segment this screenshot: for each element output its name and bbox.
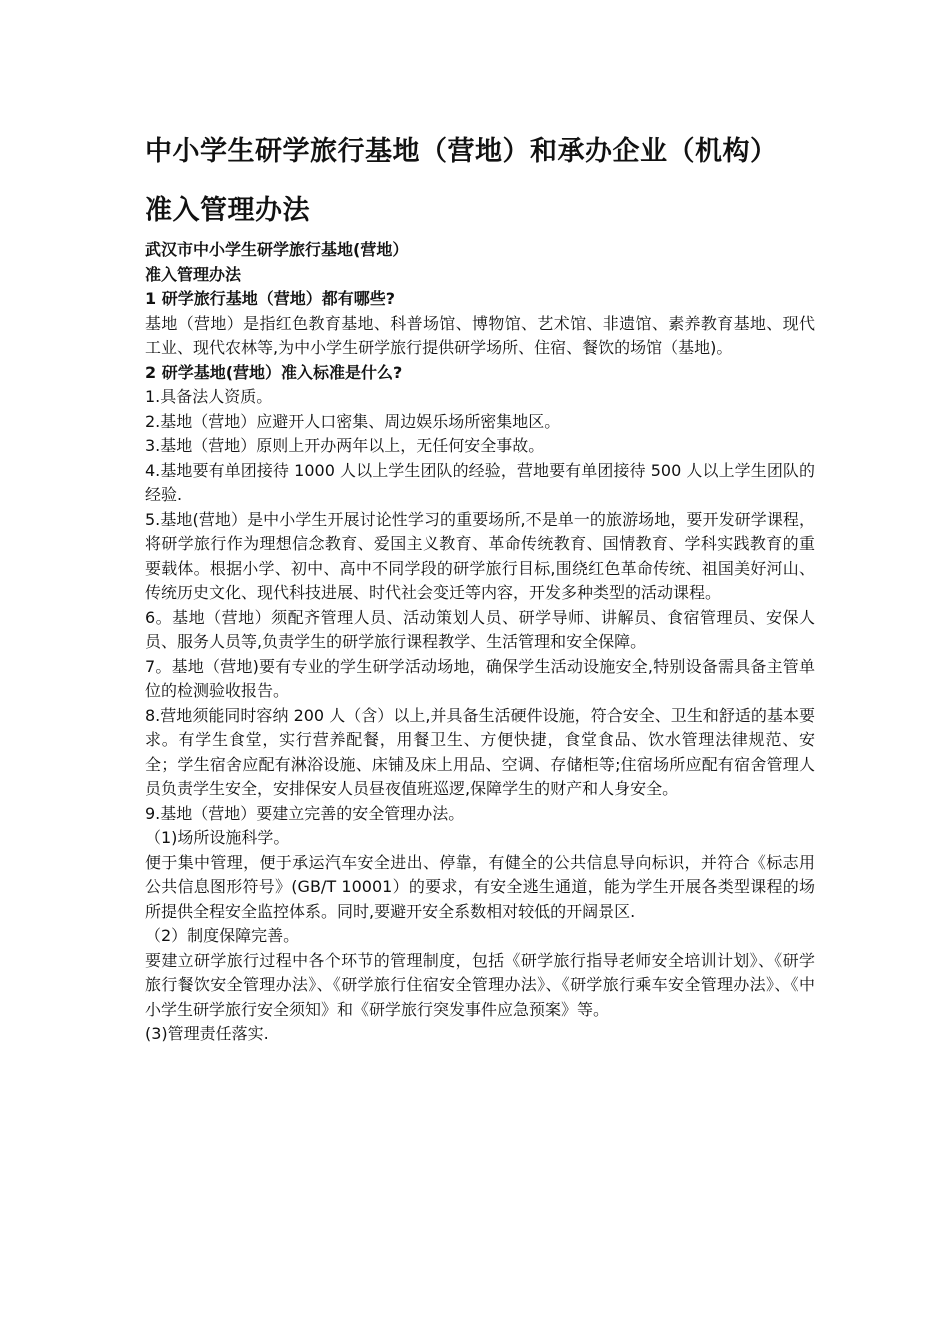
section-heading: 2 研学基地(营地）准入标准是什么? — [145, 362, 403, 382]
section-heading: 武汉市中小学生研学旅行基地(营地） — [145, 240, 409, 259]
body-paragraph: 7。基地（营地)要有专业的学生研学活动场地，确保学生活动设施安全,特别设备需具备主管单位的检测验收报告。 — [145, 656, 815, 700]
body-paragraph: 6。基地（营地）须配齐管理人员、活动策划人员、研学导师、讲解员、食宿管理员、安保人员、服务人员等,负责学生的研学旅行课程教学、生活管理和安全保障。 — [145, 607, 815, 651]
section-heading: 准入管理办法 — [145, 264, 242, 284]
body-paragraph: (3)管理责任落实. — [145, 1024, 269, 1043]
section-heading: 1 研学旅行基地（营地）都有哪些? — [145, 289, 395, 308]
body-paragraph: 2.基地（营地）应避开人口密集、周边娱乐场所密集地区。 — [145, 411, 561, 431]
body-paragraph: 基地（营地）是指红色教育基地、科普场馆、博物馆、艺术馆、非遗馆、素养教育基地、现代工业、现代农林等,为中小学生研学旅行提供研学场所、住宿、餐饮的场馆（基地)。 — [145, 313, 815, 357]
body-paragraph: 5.基地(营地）是中小学生开展讨论性学习的重要场所,不是单一的旅游场地，要开发研学课程，将研学旅行作为理想信念教育、爱国主义教育、革命传统教育、国情教育、学科实践教育的重要载体。根据小学、初中、高中不同学段的研学旅行目标,围绕红色革命传统、祖国美好河山、传统历史文化、现代科技进展、时代社会变迁等内容，开发多种类型的活动课程。 — [145, 509, 815, 602]
body-paragraph: 3.基地（营地）原则上开办两年以上，无任何安全事故。 — [145, 436, 545, 455]
body-paragraph: 4.基地要有单团接待 1000 人以上学生团队的经验，营地要有单团接待 500 人以上学生团队的经验. — [145, 460, 815, 504]
document-title-line-1: 中小学生研学旅行基地（营地）和承办企业（机构） — [145, 136, 778, 167]
document-title-line-2: 准入管理办法 — [145, 195, 310, 226]
document-page — [145, 124, 815, 1047]
body-paragraph: 便于集中管理，便于承运汽车安全进出、停靠，有健全的公共信息导向标识，并符合《标志用公共信息图形符号》(GB/T 10001）的要求，有安全逃生通道，能为学生开展各类型课程的场所提供全程安全监控体系。同时,要避开安全系数相对较低的开阔景区. — [145, 852, 815, 921]
body-paragraph: 8.营地须能同时容纳 200 人（含）以上,并具备生活硬件设施，符合安全、卫生和舒适的基本要求。有学生食堂，实行营养配餐，用餐卫生、方便快捷，食堂食品、饮水管理法律规范、安全；学生宿舍应配有淋浴设施、床铺及床上用品、空调、存储柜等;住宿场所应配有宿舍管理人员负责学生安全，安排保安人员昼夜值班巡逻,保障学生的财产和人身安全。 — [145, 705, 815, 798]
body-paragraph: （2）制度保障完善。 — [145, 926, 300, 945]
body-paragraph: （1)场所设施科学。 — [145, 828, 290, 847]
body-paragraph: 1.具备法人资质。 — [145, 387, 273, 406]
body-paragraph: 9.基地（营地）要建立完善的安全管理办法。 — [145, 803, 465, 823]
document-body — [145, 238, 815, 1047]
body-paragraph: 要建立研学旅行过程中各个环节的管理制度，包括《研学旅行指导老师安全培训计划》、《研学旅行餐饮安全管理办法》、《研学旅行住宿安全管理办法》、《研学旅行乘车安全管理办法》、《中小学生研学旅行安全须知》和《研学旅行突发事件应急预案》等。 — [145, 950, 815, 1019]
